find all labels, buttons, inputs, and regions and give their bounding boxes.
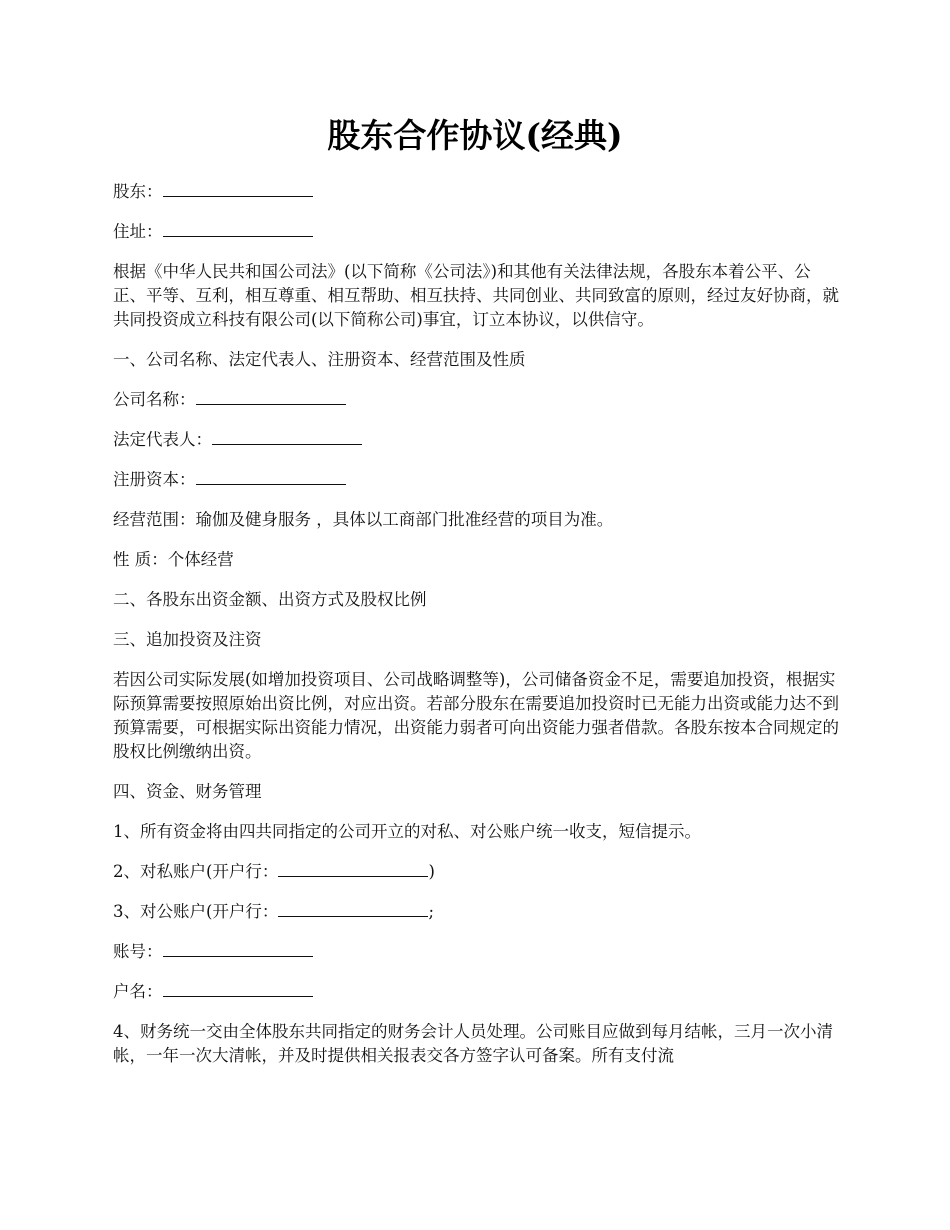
- reg-capital-field: [113, 468, 843, 492]
- section-3-paragraph: 若因公司实际发展(如增加投资项目、公司战略调整等)，公司储备资金不足，需要追加投资，根据实际预算需要按照原始出资比例，对应出资。若部分股东在需要追加投资时已无能力出资或能力达不到预算需要，可根据实际出资能力情况，出资能力弱者可向出资能力强者借款。各股东按本合同规定的股权比例缴纳出资。: [113, 670, 839, 761]
- shareholder-field: [113, 180, 843, 204]
- account-number-label: 账号：: [113, 942, 163, 961]
- company-name-blank: [196, 388, 346, 405]
- legal-rep-field: [113, 428, 843, 452]
- finance-item-2: [113, 860, 843, 884]
- section-3-heading: 三、追加投资及注资: [113, 630, 262, 649]
- company-name-label: 公司名称：: [113, 390, 196, 409]
- shareholder-blank: [163, 180, 313, 197]
- finance-item-1: 1、所有资金将由四共同指定的公司开立的对私、对公账户统一收支，短信提示。: [113, 822, 701, 841]
- account-name-field: [113, 980, 843, 1004]
- reg-capital-blank: [196, 468, 346, 485]
- legal-rep-label: 法定代表人：: [113, 430, 212, 449]
- section-1-heading: 一、公司名称、法定代表人、注册资本、经营范围及性质: [113, 350, 526, 369]
- business-scope: 经营范围：瑜伽及健身服务 ，具体以工商部门批准经营的项目为准。: [113, 510, 614, 529]
- private-account-prefix: 2、对私账户(开户行：: [113, 862, 279, 881]
- address-label: 住址：: [113, 222, 163, 241]
- shareholder-label: 股东：: [113, 182, 163, 201]
- account-number-field: [113, 940, 843, 964]
- document-title: 股东合作协议(经典): [327, 116, 623, 155]
- document-body: [113, 180, 843, 1084]
- company-nature: 性 质：个体经营: [113, 550, 234, 569]
- section-2-heading: 二、各股东出资金额、出资方式及股权比例: [113, 590, 427, 609]
- reg-capital-label: 注册资本：: [113, 470, 196, 489]
- intro-paragraph: 根据《中华人民共和国公司法》(以下简称《公司法》)和其他有关法律法规，各股东本着公平、公正、平等、互利，相互尊重、相互帮助、相互扶持、共同创业、共同致富的原则，经过友好协商，就共同投资成立科技有限公司(以下简称公司)事宜，订立本协议，以供信守。: [113, 262, 839, 329]
- public-account-suffix: ;: [428, 902, 434, 921]
- address-blank: [163, 220, 313, 237]
- public-account-prefix: 3、对公账户(开户行：: [113, 902, 279, 921]
- company-name-field: [113, 388, 843, 412]
- legal-rep-blank: [212, 428, 362, 445]
- finance-item-4: 4、财务统一交由全体股东共同指定的财务会计人员处理。公司账目应做到每月结帐，三月一次小清帐，一年一次大清帐，并及时提供相关报表交各方签字认可备案。所有支付流: [113, 1022, 833, 1065]
- private-account-suffix: ): [428, 862, 435, 881]
- private-bank-blank: [278, 860, 428, 877]
- account-name-blank: [163, 980, 313, 997]
- address-field: [113, 220, 843, 244]
- section-4-heading: 四、资金、财务管理: [113, 782, 262, 801]
- finance-item-3: [113, 900, 843, 924]
- public-bank-blank: [278, 900, 428, 917]
- account-name-label: 户名：: [113, 982, 163, 1001]
- account-number-blank: [163, 940, 313, 957]
